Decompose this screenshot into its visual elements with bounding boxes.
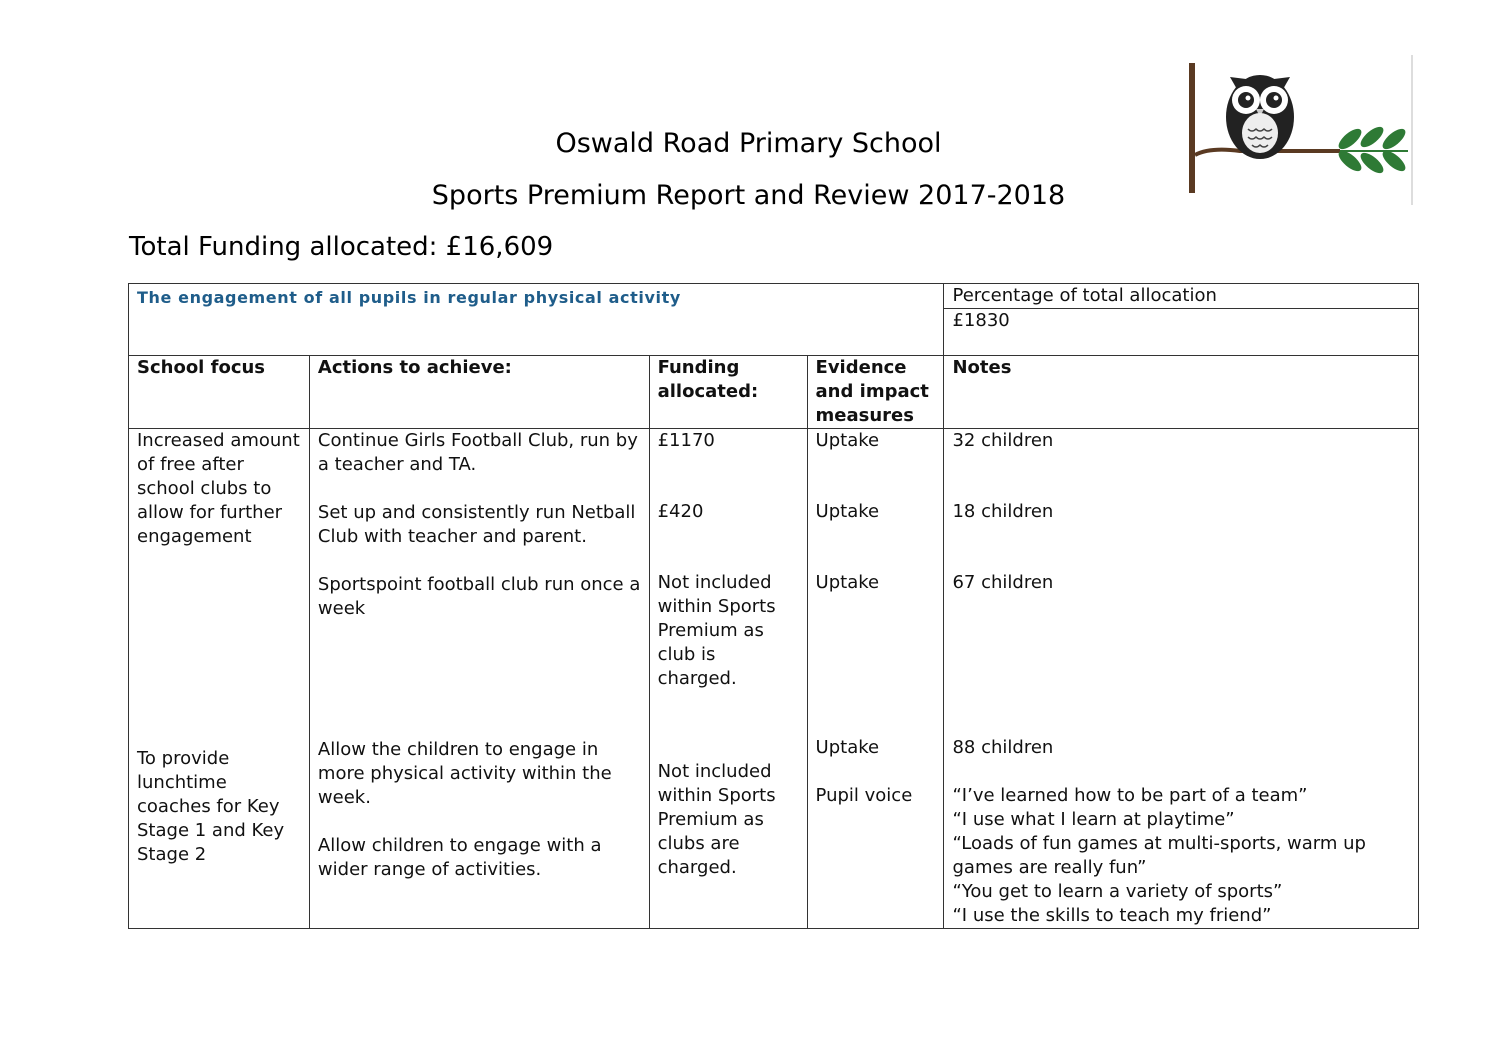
engagement-heading-cell — [129, 284, 944, 356]
evidence-text: Uptake — [815, 737, 880, 758]
focus-text: To provide lunchtime coaches for Key Stage 1 and Key Stage 2 — [137, 748, 285, 865]
column-header: Actions to achieve: — [309, 356, 649, 429]
funding-text: £1170 — [657, 430, 715, 451]
school-name-heading: Oswald Road Primary School — [555, 128, 942, 159]
notes-text: 88 children — [952, 737, 1054, 758]
pupil-quote: “I use the skills to teach my friend” — [952, 905, 1272, 926]
pupil-quote: “Loads of fun games at multi-sports, warm up games are really fun” — [952, 833, 1366, 878]
notes-text: 18 children — [952, 501, 1054, 522]
evidence-cell — [807, 429, 944, 929]
action-text: Sportspoint football club run once a week — [317, 574, 641, 619]
notes-cell — [944, 429, 1419, 929]
focus-cell — [129, 429, 310, 929]
funding-text: £420 — [657, 501, 704, 522]
column-header: School focus — [129, 356, 310, 429]
engagement-heading: The engagement of all pupils in regular physical activity — [137, 288, 681, 307]
notes-text: 67 children — [952, 572, 1054, 593]
percentage-label-cell — [944, 284, 1419, 309]
funding-cell — [649, 429, 807, 929]
sports-premium-table — [128, 283, 1419, 929]
report-title-heading: Sports Premium Report and Review 2017-2018 — [431, 180, 1066, 211]
notes-text: 32 children — [952, 430, 1054, 451]
table-header-row — [129, 356, 1419, 429]
action-text: Continue Girls Football Club, run by a teacher and TA. — [317, 430, 638, 475]
action-text: Allow children to engage with a wider range of activities. — [317, 835, 602, 880]
percentage-value: £1830 — [952, 310, 1010, 331]
column-header: Notes — [944, 356, 1419, 429]
pupil-quote: “I’ve learned how to be part of a team” — [952, 785, 1308, 806]
pupil-quote: “I use what I learn at playtime” — [952, 809, 1235, 830]
column-header: Funding allocated: — [649, 356, 807, 429]
evidence-text: Pupil voice — [815, 785, 913, 806]
funding-text: Not included within Sports Premium as clubs are charged. — [657, 761, 776, 878]
funding-text: Not included within Sports Premium as club is charged. — [657, 572, 776, 689]
table-row — [129, 429, 1419, 929]
evidence-text: Uptake — [815, 501, 880, 522]
focus-text: Increased amount of free after school clubs to allow for further engagement — [137, 430, 300, 547]
percentage-label: Percentage of total allocation — [952, 285, 1217, 306]
action-text: Allow the children to engage in more physical activity within the week. — [317, 739, 612, 808]
column-header: Evidence and impact measures — [807, 356, 944, 429]
percentage-value-cell — [944, 309, 1419, 356]
total-funding-text: Total Funding allocated: £16,609 — [129, 232, 554, 262]
pupil-quote: “You get to learn a variety of sports” — [952, 881, 1283, 902]
actions-cell — [309, 429, 649, 929]
evidence-text: Uptake — [815, 572, 880, 593]
action-text: Set up and consistently run Netball Club with teacher and parent. — [317, 502, 636, 547]
evidence-text: Uptake — [815, 430, 880, 451]
